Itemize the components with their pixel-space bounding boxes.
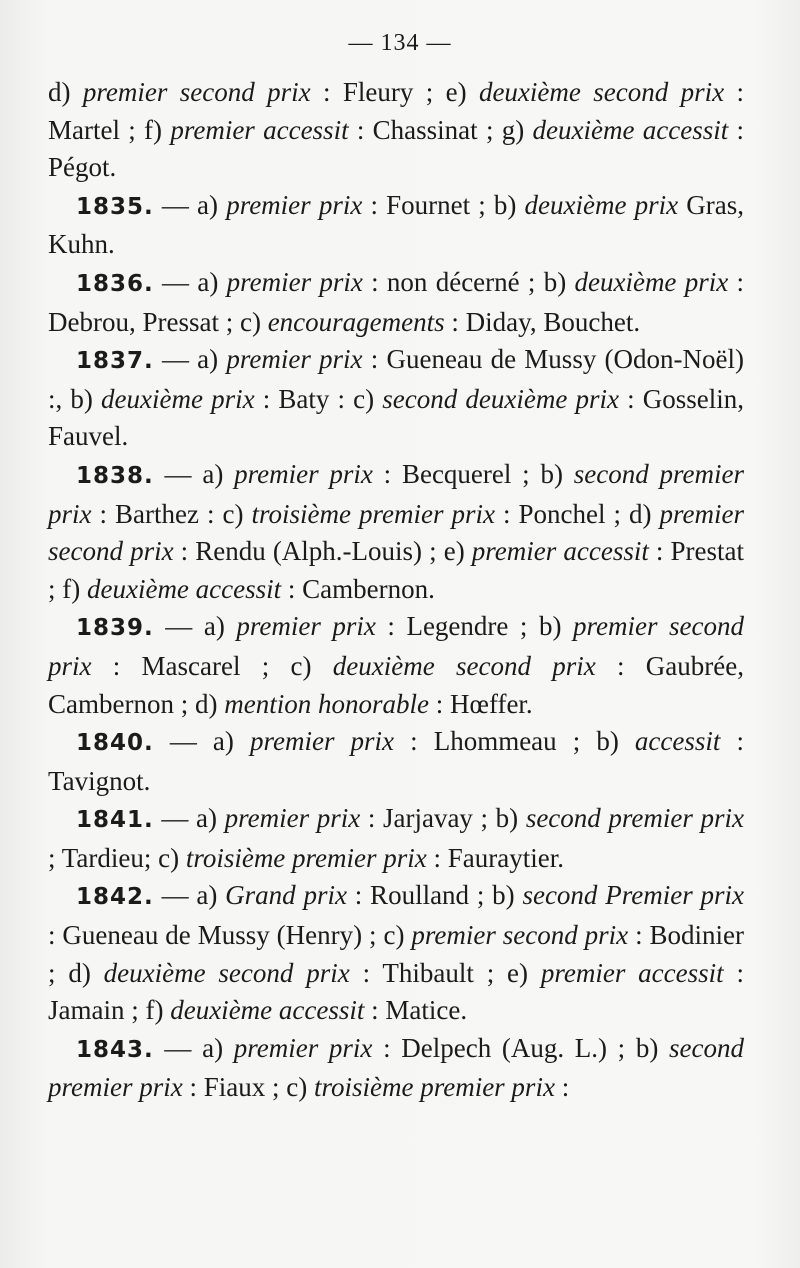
entry-year: 1835. [76,193,154,220]
entry-text: — a) [153,458,235,489]
entry-text: : Rendu (Alph.-Louis) ; e) [173,536,472,567]
entry-text: : Barthez : c) [91,498,252,529]
prize-category: Grand prix [225,880,347,911]
entry-text: : Matice. [364,995,468,1026]
entry-text: : Fiaux ; c) [182,1072,314,1103]
entry-text: : Diday, Bouchet. [444,306,641,337]
prize-category: premier prix [236,611,376,642]
entry-text: : Thibault ; e) [349,957,541,988]
prize-category: premier prix [226,189,363,220]
entry-text: : Gaubrée, Cambernon ; d) [48,650,744,719]
entry-text: : Fleury ; e) [310,77,479,107]
entry-text: : Fournet ; b) [362,189,525,220]
prize-category: troisième premier prix [313,1072,555,1103]
entry-text: d) [48,77,83,107]
prize-entry [48,608,744,723]
entry-text: : Pégot. [48,114,745,183]
entry-text: : Becquerel ; b) [372,458,574,489]
entry-text: : Chassinat ; g) [348,114,533,145]
entry-text: — a) [153,803,225,834]
prize-category: premier accessit [540,957,724,988]
prize-category: deuxième second prix [478,77,725,107]
prize-category: premier accessit [471,536,649,567]
prize-entry [48,877,744,1029]
entry-text: : Fauraytier. [426,842,564,873]
entry-text: : Ponchel ; d) [494,498,660,529]
entry-text: : Jarjavay ; b) [360,803,526,834]
prize-category: second deuxième prix [382,383,619,414]
entry-text: : Gueneau de Mussy (Odon-Noël) :, b) [48,344,744,414]
entry-text: — a) [153,266,227,297]
entry-text: : Cambernon. [281,573,435,604]
entry-text: : Prestat ; f) [48,536,745,604]
prize-category: mention honorable [224,688,429,719]
prize-category: premier prix [226,344,363,375]
entry-year: 1839. [76,615,154,642]
prize-entry [48,74,744,187]
prize-entry [48,800,744,877]
prize-category: deuxième second prix [103,957,350,988]
prize-category: premier prix [233,1032,373,1063]
entry-year: 1842. [76,884,154,911]
prize-category: troisième premier prix [185,842,427,873]
prize-category: premier second prix [82,77,311,107]
entry-year: 1843. [76,1036,154,1063]
entry-text: : Delpech (Aug. L.) ; b) [372,1032,670,1063]
entry-text: : non décerné ; b) [362,266,575,297]
prize-entry [48,723,744,800]
entry-text: : Lhommeau ; b) [394,726,635,757]
page-number: — 134 — [348,30,452,56]
entry-text: : Tavignot. [48,726,744,796]
prize-category: deuxième prix [574,266,729,297]
prize-category: second Premier prix [522,880,744,911]
entry-text: : Gosselin, Fauvel. [48,383,744,452]
prize-category: premier prix [249,726,395,757]
prize-category: second premier prix [525,803,745,834]
entry-text: : Legendre ; b) [375,611,573,642]
entry-text: : Roulland ; b) [346,880,523,911]
prize-category: premier prix [234,458,373,489]
entry-text: — a) [153,344,227,375]
prize-category: deuxième accessit [86,573,282,604]
prize-entry [48,341,744,456]
prize-entry [48,264,744,341]
body-text [48,74,744,1107]
entry-text: — a) [153,189,227,220]
entry-text: Gras, Kuhn. [48,189,744,260]
prize-entry [48,456,744,608]
prize-category: deuxième prix [524,189,679,220]
entry-text: : Hœffer. [428,688,533,719]
prize-category: deuxième second prix [332,650,596,681]
entry-year: 1838. [76,462,154,489]
prize-category: premier accessit [170,114,349,145]
entry-text: — a) [153,726,250,757]
entry-year: 1837. [76,348,154,375]
prize-category: premier prix [224,803,361,834]
prize-category: deuxième prix [101,383,255,414]
entry-text: : Mascarel ; c) [91,650,333,681]
entry-year: 1841. [76,807,154,834]
prize-entry [48,187,744,264]
prize-category: premier second prix [48,498,744,567]
prize-category: second premier prix [48,458,744,529]
prize-category: deuxième accessit [170,995,365,1026]
entry-text: : Debrou, Pressat ; c) [48,266,744,337]
prize-category: premier second prix [411,920,629,951]
entry-text: : Baty : c) [254,383,383,414]
prize-category: accessit [634,726,721,757]
entry-year: 1840. [76,730,154,757]
entry-text: : [554,1072,570,1103]
prize-category: troisième premier prix [251,498,495,529]
prize-category: premier second prix [48,611,744,681]
entry-text: — a) [153,1032,234,1063]
prize-category: second premier prix [48,1032,744,1103]
entry-text: : Jamain ; f) [48,957,744,1026]
prize-category: premier prix [226,266,363,297]
entry-text: — a) [153,611,237,642]
prize-category: deuxième accessit [532,114,729,145]
entry-text: : Gueneau de Mussy (Henry) ; c) [48,920,412,951]
entry-year: 1836. [76,270,154,297]
prize-category: encouragements [267,306,445,337]
entry-text: : Bodinier ; d) [48,920,744,988]
entry-text: — a) [153,880,226,911]
entry-text: ; Tardieu; c) [48,842,186,873]
entry-text: : Martel ; f) [48,77,744,145]
prize-entry [48,1030,744,1107]
